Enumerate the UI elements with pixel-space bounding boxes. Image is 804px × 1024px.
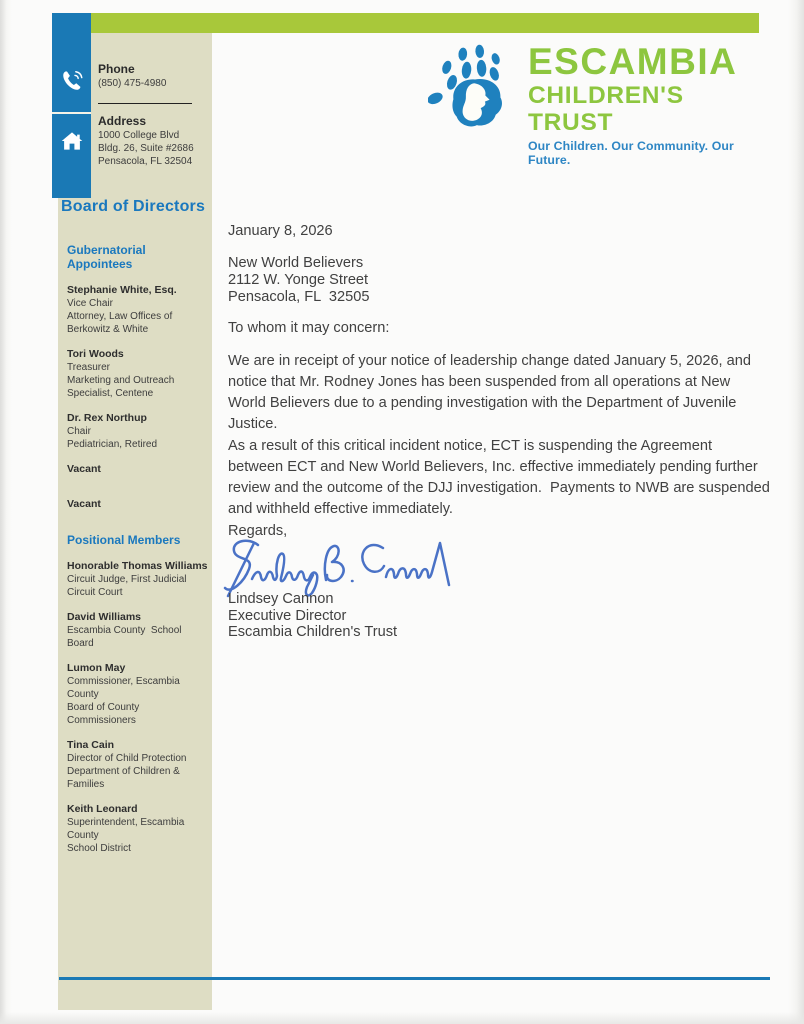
paragraph-line: We are in receipt of your notice of leadership change dated January 5, 2026, and <box>228 353 752 369</box>
home-icon <box>60 129 84 153</box>
member-name: Dr. Rex Northup <box>67 412 147 424</box>
section-heading: Positional Members <box>67 533 181 547</box>
member-role: Director of Child Protection <box>67 753 187 764</box>
board-member <box>67 412 209 451</box>
phone-icon <box>60 69 84 93</box>
member-role: Circuit Judge, First Judicial <box>67 574 187 585</box>
org-name <box>528 42 773 167</box>
board-member <box>67 560 209 599</box>
board-section-gubernatorial <box>67 243 209 511</box>
member-role: Attorney, Law Offices of <box>67 311 173 322</box>
member-name: Tori Woods <box>67 348 124 360</box>
address-label: Address <box>98 114 147 128</box>
top-accent-bar <box>91 13 759 33</box>
member-name: Stephanie White, Esq. <box>67 284 177 296</box>
contact-icon-bar <box>52 13 91 198</box>
member-role: Superintendent, Escambia County <box>67 817 185 841</box>
recipient-street: 2112 W. Yonge Street <box>228 272 369 288</box>
phone-label: Phone <box>98 62 135 76</box>
handwritten-signature <box>222 536 457 598</box>
salutation: To whom it may concern: <box>228 320 390 336</box>
phone-value: (850) 475-4980 <box>98 78 167 89</box>
member-role: Commissioner, Escambia County <box>67 676 180 700</box>
address-line: 1000 College Blvd <box>98 130 180 141</box>
member-name: Keith Leonard <box>67 803 138 815</box>
member-role: School District <box>67 843 131 854</box>
org-name-line2: CHILDREN'S TRUST <box>528 82 684 136</box>
recipient-address <box>228 255 773 306</box>
member-role: Department of Children & <box>67 766 180 777</box>
paragraph-line: and withheld effective immediately. <box>228 501 453 517</box>
letter-date: January 8, 2026 <box>228 223 333 239</box>
member-role: Pediatrician, Retired <box>67 439 158 450</box>
member-role: Berkowitz & White <box>67 324 149 335</box>
contact-divider <box>98 103 192 104</box>
member-role: Marketing and Outreach <box>67 375 175 386</box>
board-title: Board of Directors <box>61 198 206 215</box>
recipient-name: New World Believers <box>228 255 364 271</box>
icon-bar-divider <box>52 112 91 114</box>
section-heading: Gubernatorial Appointees <box>67 243 146 271</box>
member-name: David Williams <box>67 611 142 623</box>
org-name-line1: ESCAMBIA <box>528 41 738 82</box>
member-role: Circuit Court <box>67 587 123 598</box>
board-member <box>67 662 209 727</box>
org-tagline: Our Children. Our Community. Our Future. <box>528 139 734 167</box>
paragraph-line: Justice. <box>228 416 278 432</box>
member-name: Honorable Thomas Williams <box>67 560 208 572</box>
board-member <box>67 739 209 791</box>
signer-org: Escambia Children's Trust <box>228 624 398 640</box>
paragraph-line: between ECT and New World Believers, Inc. effective immediately pending further <box>228 459 758 475</box>
letter-body <box>228 215 773 641</box>
member-role: Vice Chair <box>67 298 113 309</box>
paragraph-line: review and the outcome of the DJJ investigation. Payments to NWB are suspended <box>228 480 770 496</box>
board-member-vacant <box>67 498 209 511</box>
member-role: Escambia County School Board <box>67 625 185 649</box>
member-name: Vacant <box>67 463 101 475</box>
signer-title: Executive Director <box>228 607 347 624</box>
board-member <box>67 284 209 336</box>
member-role: Specialist, Centene <box>67 388 154 399</box>
member-name: Tina Cain <box>67 739 115 751</box>
handprint-logo-icon <box>428 44 522 132</box>
member-role: Families <box>67 779 105 790</box>
paragraph-line: notice that Mr. Rodney Jones has been suspended from all operations at New <box>228 374 731 390</box>
member-role: Board of County Commissioners <box>67 702 140 726</box>
scan-edge-left <box>0 0 12 1024</box>
paragraph-line: As a result of this critical incident notice, ECT is suspending the Agreement <box>228 438 713 454</box>
signer-name: Lindsey Cannon <box>228 591 334 607</box>
scan-edge-right <box>788 0 804 1024</box>
contact-block <box>98 62 210 168</box>
address-line: Pensacola, FL 32504 <box>98 156 193 167</box>
signature-block <box>228 591 773 641</box>
paragraph-1 <box>228 351 773 435</box>
paragraph-2 <box>228 436 773 520</box>
board-section-positional <box>67 533 209 855</box>
member-role: Chair <box>67 426 91 437</box>
board-member <box>67 803 209 855</box>
recipient-city: Pensacola, FL 32505 <box>228 289 370 305</box>
footer-rule <box>59 977 770 980</box>
member-role: Treasurer <box>67 362 110 373</box>
board-member-vacant <box>67 463 209 476</box>
closing: Regards, <box>228 523 288 539</box>
board-of-directors <box>61 198 209 867</box>
member-name: Lumon May <box>67 662 126 674</box>
board-member <box>67 348 209 400</box>
scan-edge-bottom <box>0 1012 804 1024</box>
address-line: Bldg. 26, Suite #2686 <box>98 143 194 154</box>
member-name: Vacant <box>67 498 101 510</box>
paragraph-line: World Believers due to a pending investigation with the Department of Juvenile <box>228 395 737 411</box>
board-member <box>67 611 209 650</box>
